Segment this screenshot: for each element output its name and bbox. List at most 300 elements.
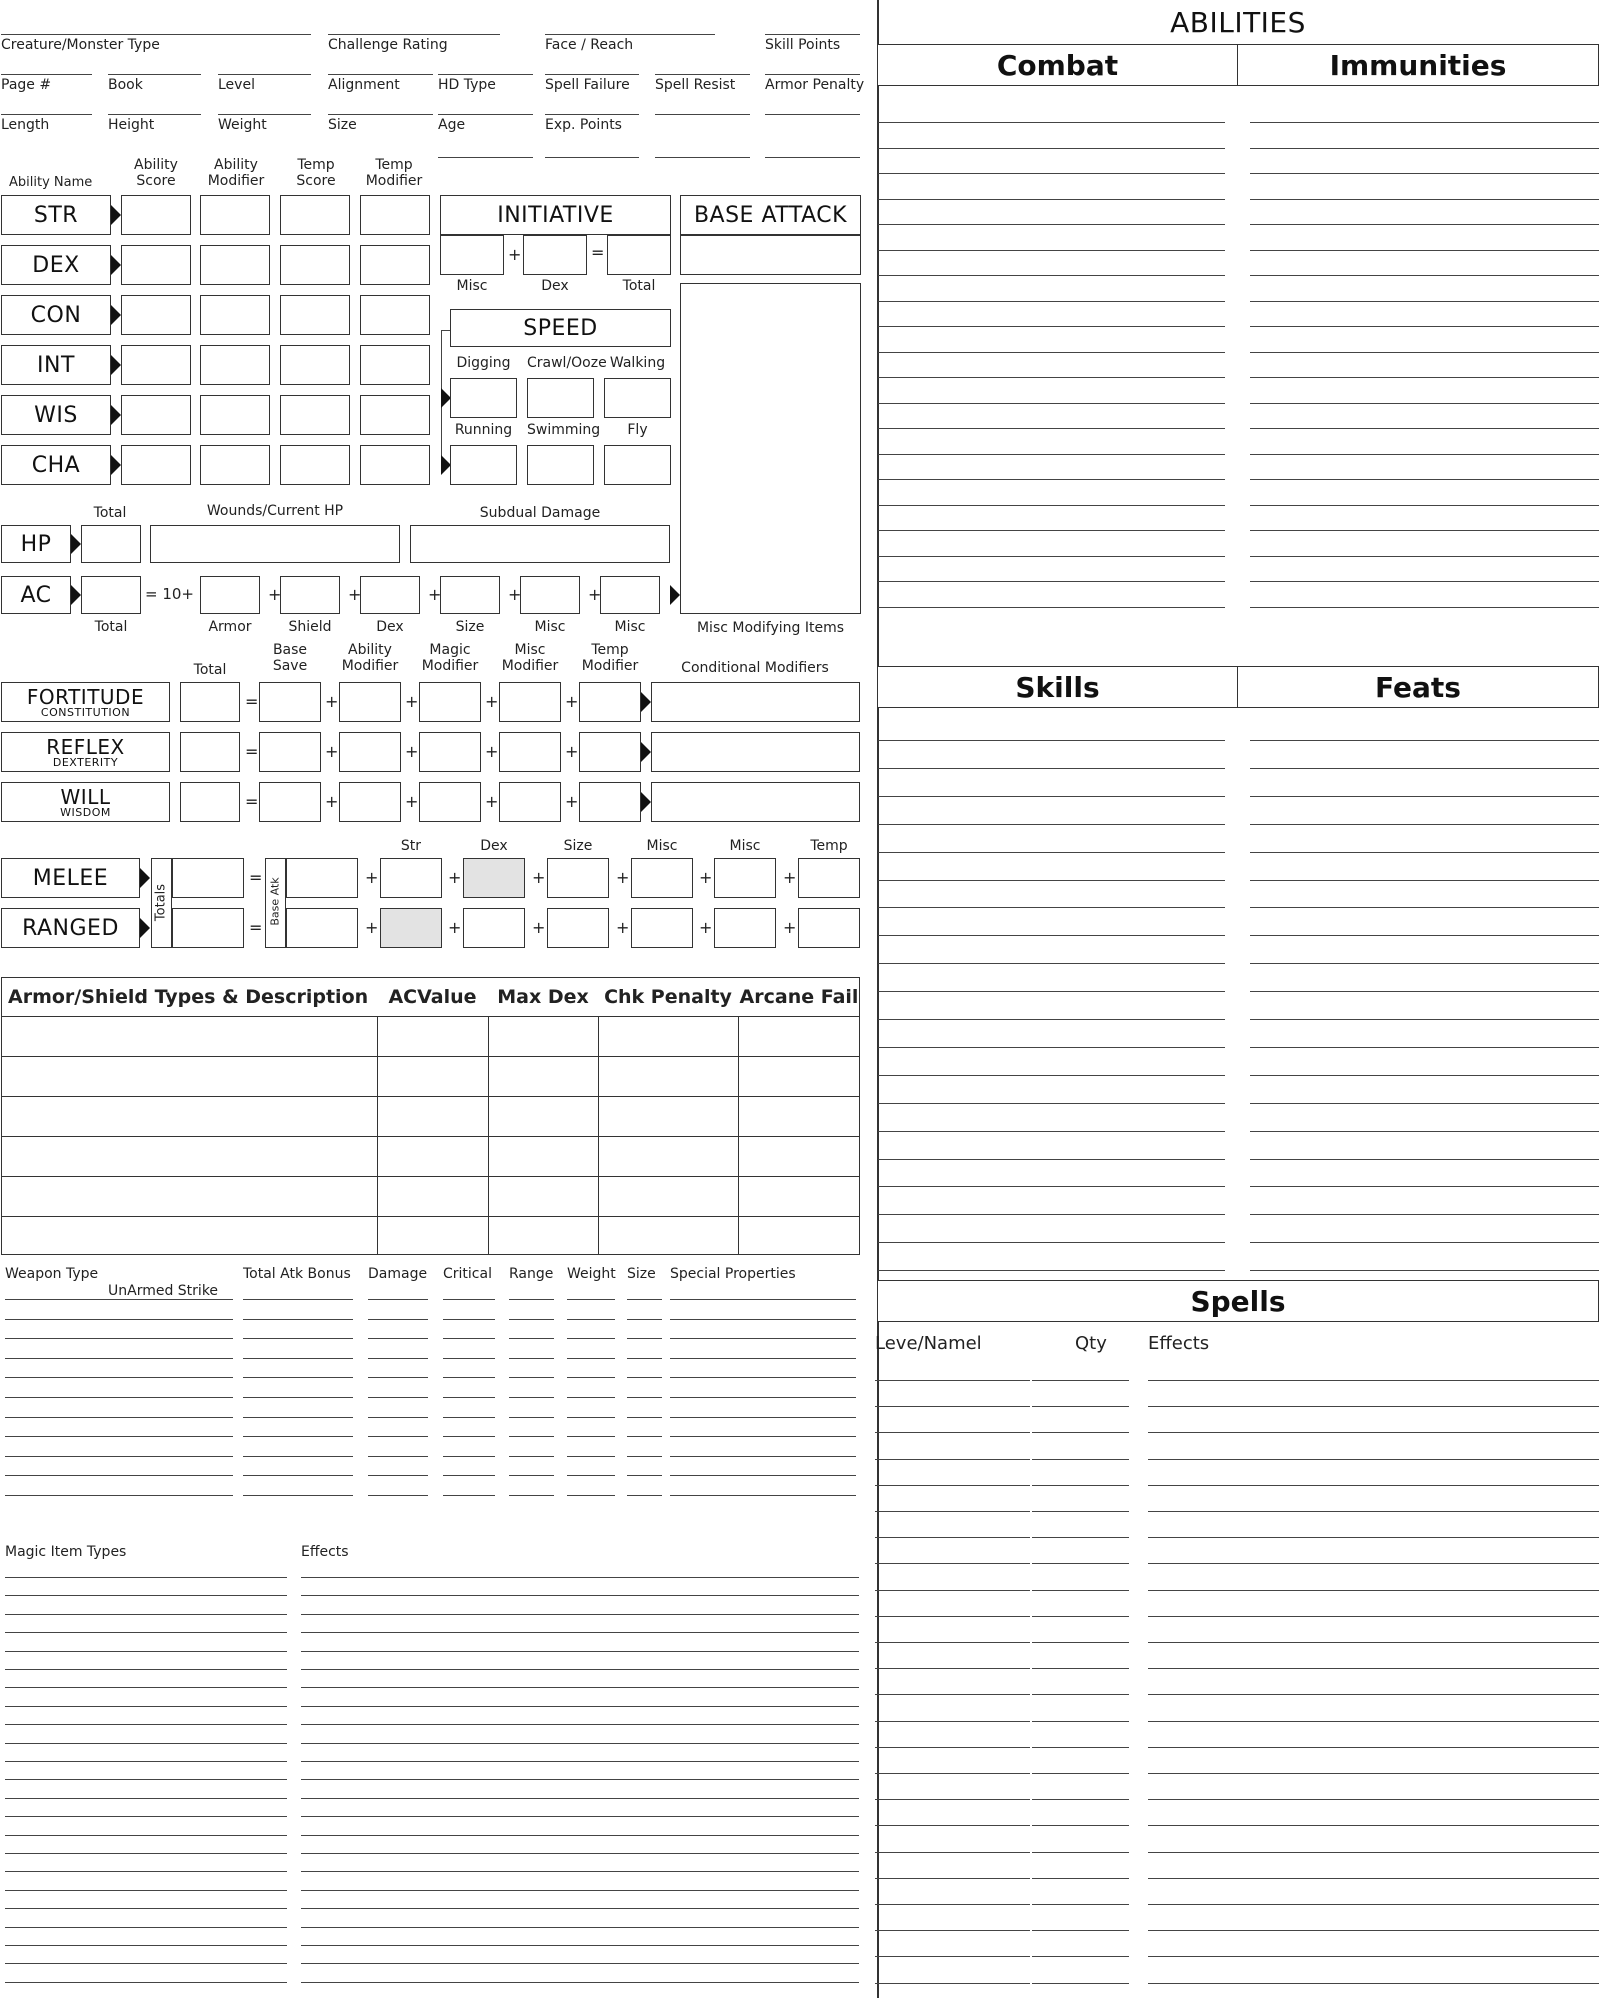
weapon-line[interactable] (368, 1436, 428, 1437)
ac-part-box[interactable] (520, 576, 580, 614)
spell-name-line[interactable] (875, 1380, 1030, 1381)
spell-effects-line[interactable] (1148, 1642, 1599, 1643)
spell-qty-line[interactable] (1032, 1459, 1129, 1460)
magic-item-line[interactable] (5, 1614, 287, 1615)
magic-item-line[interactable] (5, 1651, 287, 1652)
weapon-line[interactable] (509, 1397, 554, 1398)
temp-score-box[interactable] (280, 295, 350, 335)
ranged-total-box[interactable] (172, 908, 244, 948)
weapon-line[interactable] (368, 1417, 428, 1418)
weapon-line[interactable] (627, 1377, 662, 1378)
magic-effect-line[interactable] (301, 1908, 859, 1909)
weapon-line[interactable] (368, 1456, 428, 1457)
header-field-line[interactable] (1, 114, 92, 115)
weapon-line[interactable] (670, 1358, 856, 1359)
magic-effect-line[interactable] (301, 1724, 859, 1725)
feat-line[interactable] (1250, 1075, 1599, 1076)
spell-name-line[interactable] (875, 1590, 1030, 1591)
save-component-box[interactable] (499, 682, 561, 722)
speed-box[interactable] (450, 378, 517, 418)
weapon-line[interactable] (567, 1397, 615, 1398)
weapon-line[interactable] (567, 1417, 615, 1418)
melee-component-box[interactable] (547, 858, 609, 898)
immunities-line[interactable] (1250, 403, 1599, 404)
weapon-line[interactable] (567, 1495, 615, 1496)
feat-line[interactable] (1250, 1019, 1599, 1020)
header-field-line[interactable] (545, 114, 639, 115)
weapon-line[interactable] (368, 1495, 428, 1496)
immunities-line[interactable] (1250, 377, 1599, 378)
weapon-line[interactable] (5, 1475, 233, 1476)
weapon-line[interactable] (567, 1358, 615, 1359)
spell-qty-line[interactable] (1032, 1563, 1129, 1564)
weapon-line[interactable] (5, 1456, 233, 1457)
feat-line[interactable] (1250, 824, 1599, 825)
weapon-line[interactable] (627, 1495, 662, 1496)
weapon-line[interactable] (567, 1338, 615, 1339)
weapon-line[interactable] (509, 1495, 554, 1496)
magic-effect-line[interactable] (301, 1798, 859, 1799)
spell-name-line[interactable] (875, 1799, 1030, 1800)
save-conditional-box[interactable] (651, 682, 860, 722)
skill-line[interactable] (878, 852, 1225, 853)
weapon-line[interactable] (509, 1338, 554, 1339)
weapon-line[interactable] (5, 1338, 233, 1339)
immunities-line[interactable] (1250, 122, 1599, 123)
spell-effects-line[interactable] (1148, 1825, 1599, 1826)
spell-name-line[interactable] (875, 1694, 1030, 1695)
save-component-box[interactable] (419, 682, 481, 722)
spell-effects-line[interactable] (1148, 1380, 1599, 1381)
weapon-line[interactable] (509, 1436, 554, 1437)
magic-effect-line[interactable] (301, 1816, 859, 1817)
skill-line[interactable] (878, 963, 1225, 964)
combat-line[interactable] (878, 275, 1225, 276)
weapon-line[interactable] (5, 1397, 233, 1398)
weapon-line[interactable] (670, 1456, 856, 1457)
magic-item-line[interactable] (5, 1577, 287, 1578)
spell-effects-line[interactable] (1148, 1956, 1599, 1957)
weapon-line[interactable] (368, 1358, 428, 1359)
immunities-line[interactable] (1250, 505, 1599, 506)
header-field-line[interactable] (438, 74, 533, 75)
weapon-line[interactable] (5, 1377, 233, 1378)
weapon-line[interactable] (567, 1299, 615, 1300)
weapon-line[interactable] (567, 1377, 615, 1378)
spell-effects-line[interactable] (1148, 1852, 1599, 1853)
skill-line[interactable] (878, 740, 1225, 741)
skill-line[interactable] (878, 1242, 1225, 1243)
magic-effect-line[interactable] (301, 1595, 859, 1596)
ability-score-box[interactable] (121, 445, 191, 485)
magic-item-line[interactable] (5, 1798, 287, 1799)
save-component-box[interactable] (499, 782, 561, 822)
spell-qty-line[interactable] (1032, 1825, 1129, 1826)
header-field-line[interactable] (218, 114, 311, 115)
combat-line[interactable] (878, 403, 1225, 404)
melee-component-box[interactable] (380, 858, 442, 898)
feat-line[interactable] (1250, 1131, 1599, 1132)
feat-line[interactable] (1250, 1159, 1599, 1160)
skill-line[interactable] (878, 880, 1225, 881)
weapon-line[interactable] (243, 1436, 353, 1437)
save-total-box[interactable] (180, 782, 240, 822)
save-conditional-box[interactable] (651, 732, 860, 772)
weapon-line[interactable] (670, 1338, 856, 1339)
weapon-line[interactable] (243, 1338, 353, 1339)
ranged-component-box[interactable] (631, 908, 693, 948)
temp-score-box[interactable] (280, 195, 350, 235)
weapon-line[interactable] (243, 1456, 353, 1457)
skill-line[interactable] (878, 907, 1225, 908)
melee-total-box[interactable] (172, 858, 244, 898)
feat-line[interactable] (1250, 852, 1599, 853)
spell-effects-line[interactable] (1148, 1694, 1599, 1695)
weapon-line[interactable] (443, 1495, 495, 1496)
initiative-total-box[interactable] (607, 235, 671, 275)
spell-name-line[interactable] (875, 1563, 1030, 1564)
weapon-line[interactable] (243, 1319, 353, 1320)
feat-line[interactable] (1250, 768, 1599, 769)
header-field-line[interactable] (328, 114, 433, 115)
feat-line[interactable] (1250, 740, 1599, 741)
melee-component-box[interactable] (631, 858, 693, 898)
immunities-line[interactable] (1250, 326, 1599, 327)
spell-qty-line[interactable] (1032, 1930, 1129, 1931)
ranged-base-atk-box[interactable] (286, 908, 358, 948)
spell-name-line[interactable] (875, 1668, 1030, 1669)
magic-effect-line[interactable] (301, 1614, 859, 1615)
combat-line[interactable] (878, 173, 1225, 174)
spell-qty-line[interactable] (1032, 1432, 1129, 1433)
magic-item-line[interactable] (5, 1945, 287, 1946)
skill-line[interactable] (878, 768, 1225, 769)
save-total-box[interactable] (180, 682, 240, 722)
weapon-line[interactable] (443, 1299, 495, 1300)
feat-line[interactable] (1250, 963, 1599, 964)
weapon-line[interactable] (243, 1377, 353, 1378)
magic-effect-line[interactable] (301, 1761, 859, 1762)
magic-item-line[interactable] (5, 1890, 287, 1891)
magic-item-line[interactable] (5, 1595, 287, 1596)
feat-line[interactable] (1250, 1047, 1599, 1048)
combat-line[interactable] (878, 428, 1225, 429)
spell-qty-line[interactable] (1032, 1983, 1129, 1984)
combat-line[interactable] (878, 377, 1225, 378)
weapon-line[interactable] (627, 1456, 662, 1457)
immunities-line[interactable] (1250, 199, 1599, 200)
combat-line[interactable] (878, 505, 1225, 506)
combat-line[interactable] (878, 250, 1225, 251)
save-component-box[interactable] (259, 732, 321, 772)
temp-modifier-box[interactable] (360, 395, 430, 435)
initiative-misc-box[interactable] (440, 235, 504, 275)
weapon-line[interactable] (627, 1338, 662, 1339)
ability-modifier-box[interactable] (200, 395, 270, 435)
weapon-line[interactable] (5, 1417, 233, 1418)
weapon-line[interactable] (243, 1495, 353, 1496)
weapon-line[interactable] (443, 1436, 495, 1437)
header-field-line[interactable] (655, 114, 750, 115)
magic-item-line[interactable] (5, 1706, 287, 1707)
weapon-line[interactable] (368, 1475, 428, 1476)
combat-line[interactable] (878, 199, 1225, 200)
feat-line[interactable] (1250, 1242, 1599, 1243)
magic-item-line[interactable] (5, 1724, 287, 1725)
combat-line[interactable] (878, 454, 1225, 455)
magic-effect-line[interactable] (301, 1871, 859, 1872)
weapon-line[interactable] (509, 1358, 554, 1359)
weapon-line[interactable] (627, 1475, 662, 1476)
spell-name-line[interactable] (875, 1432, 1030, 1433)
spell-effects-line[interactable] (1148, 1590, 1599, 1591)
immunities-line[interactable] (1250, 581, 1599, 582)
spell-effects-line[interactable] (1148, 1406, 1599, 1407)
melee-component-box[interactable] (714, 858, 776, 898)
magic-item-line[interactable] (5, 1927, 287, 1928)
magic-effect-line[interactable] (301, 1632, 859, 1633)
spell-effects-line[interactable] (1148, 1563, 1599, 1564)
weapon-line[interactable] (509, 1417, 554, 1418)
magic-item-line[interactable] (5, 1982, 287, 1983)
weapon-line[interactable] (670, 1436, 856, 1437)
speed-box[interactable] (604, 445, 671, 485)
feat-line[interactable] (1250, 935, 1599, 936)
spell-qty-line[interactable] (1032, 1406, 1129, 1407)
ability-score-box[interactable] (121, 345, 191, 385)
ability-modifier-box[interactable] (200, 345, 270, 385)
temp-modifier-box[interactable] (360, 195, 430, 235)
spell-qty-line[interactable] (1032, 1537, 1129, 1538)
skill-line[interactable] (878, 796, 1225, 797)
ac-part-box[interactable] (200, 576, 260, 614)
spell-qty-line[interactable] (1032, 1380, 1129, 1381)
weapon-line[interactable] (5, 1299, 233, 1300)
weapon-line[interactable] (567, 1475, 615, 1476)
temp-score-box[interactable] (280, 395, 350, 435)
magic-effect-line[interactable] (301, 1743, 859, 1744)
weapon-line[interactable] (243, 1358, 353, 1359)
weapon-line[interactable] (443, 1377, 495, 1378)
combat-line[interactable] (878, 224, 1225, 225)
ability-score-box[interactable] (121, 395, 191, 435)
weapon-line[interactable] (627, 1319, 662, 1320)
ability-score-box[interactable] (121, 195, 191, 235)
base-attack-box[interactable] (680, 235, 861, 275)
ability-score-box[interactable] (121, 295, 191, 335)
initiative-dex-box[interactable] (523, 235, 587, 275)
spell-qty-line[interactable] (1032, 1878, 1129, 1879)
spell-effects-line[interactable] (1148, 1904, 1599, 1905)
spell-qty-line[interactable] (1032, 1773, 1129, 1774)
weapon-line[interactable] (443, 1397, 495, 1398)
weapon-line[interactable] (243, 1397, 353, 1398)
spell-effects-line[interactable] (1148, 1983, 1599, 1984)
weapon-line[interactable] (670, 1475, 856, 1476)
save-component-box[interactable] (259, 682, 321, 722)
save-component-box[interactable] (579, 782, 641, 822)
magic-effect-line[interactable] (301, 1982, 859, 1983)
spell-effects-line[interactable] (1148, 1485, 1599, 1486)
header-field-line[interactable] (328, 34, 500, 35)
feat-line[interactable] (1250, 796, 1599, 797)
magic-effect-line[interactable] (301, 1651, 859, 1652)
spell-name-line[interactable] (875, 1825, 1030, 1826)
skill-line[interactable] (878, 991, 1225, 992)
ac-part-box[interactable] (600, 576, 660, 614)
feat-line[interactable] (1250, 1103, 1599, 1104)
weapon-line[interactable] (5, 1319, 233, 1320)
weapon-line[interactable] (368, 1299, 428, 1300)
header-field-line[interactable] (328, 74, 433, 75)
spell-effects-line[interactable] (1148, 1773, 1599, 1774)
spell-name-line[interactable] (875, 1747, 1030, 1748)
combat-line[interactable] (878, 607, 1225, 608)
ac-part-box[interactable] (360, 576, 420, 614)
weapon-line[interactable] (670, 1397, 856, 1398)
weapon-line[interactable] (5, 1358, 233, 1359)
immunities-line[interactable] (1250, 530, 1599, 531)
spell-qty-line[interactable] (1032, 1694, 1129, 1695)
ability-modifier-box[interactable] (200, 245, 270, 285)
combat-line[interactable] (878, 326, 1225, 327)
weapon-line[interactable] (5, 1495, 233, 1496)
weapon-line[interactable] (443, 1338, 495, 1339)
immunities-line[interactable] (1250, 224, 1599, 225)
header-field-line[interactable] (655, 74, 750, 75)
skill-line[interactable] (878, 1270, 1225, 1271)
immunities-line[interactable] (1250, 454, 1599, 455)
spell-effects-line[interactable] (1148, 1459, 1599, 1460)
spell-effects-line[interactable] (1148, 1721, 1599, 1722)
weapon-line[interactable] (567, 1456, 615, 1457)
magic-effect-line[interactable] (301, 1963, 859, 1964)
header-field-line[interactable] (545, 34, 715, 35)
weapon-line[interactable] (627, 1299, 662, 1300)
weapon-line[interactable] (627, 1436, 662, 1437)
spell-qty-line[interactable] (1032, 1668, 1129, 1669)
spell-name-line[interactable] (875, 1616, 1030, 1617)
spell-qty-line[interactable] (1032, 1747, 1129, 1748)
spell-effects-line[interactable] (1148, 1668, 1599, 1669)
weapon-line[interactable] (368, 1338, 428, 1339)
immunities-line[interactable] (1250, 275, 1599, 276)
immunities-line[interactable] (1250, 428, 1599, 429)
magic-item-line[interactable] (5, 1743, 287, 1744)
ranged-component-box[interactable] (714, 908, 776, 948)
spell-name-line[interactable] (875, 1930, 1030, 1931)
weapon-line[interactable] (567, 1319, 615, 1320)
header-field-line[interactable] (765, 114, 860, 115)
spell-effects-line[interactable] (1148, 1799, 1599, 1800)
magic-effect-line[interactable] (301, 1835, 859, 1836)
save-component-box[interactable] (419, 732, 481, 772)
weapon-line[interactable] (443, 1456, 495, 1457)
magic-effect-line[interactable] (301, 1577, 859, 1578)
temp-score-box[interactable] (280, 245, 350, 285)
magic-effect-line[interactable] (301, 1779, 859, 1780)
magic-effect-line[interactable] (301, 1890, 859, 1891)
immunities-line[interactable] (1250, 556, 1599, 557)
feat-line[interactable] (1250, 880, 1599, 881)
spell-name-line[interactable] (875, 1904, 1030, 1905)
spell-qty-line[interactable] (1032, 1511, 1129, 1512)
magic-effect-line[interactable] (301, 1687, 859, 1688)
ranged-component-box[interactable] (380, 908, 442, 948)
combat-line[interactable] (878, 148, 1225, 149)
header-field-line[interactable] (545, 157, 639, 158)
header-field-line[interactable] (438, 114, 533, 115)
immunities-line[interactable] (1250, 352, 1599, 353)
save-total-box[interactable] (180, 732, 240, 772)
ranged-component-box[interactable] (463, 908, 525, 948)
weapon-line[interactable] (670, 1319, 856, 1320)
header-field-line[interactable] (1, 34, 311, 35)
spell-name-line[interactable] (875, 1485, 1030, 1486)
temp-score-box[interactable] (280, 445, 350, 485)
combat-line[interactable] (878, 556, 1225, 557)
ability-score-box[interactable] (121, 245, 191, 285)
combat-line[interactable] (878, 301, 1225, 302)
combat-line[interactable] (878, 352, 1225, 353)
weapon-line[interactable] (443, 1358, 495, 1359)
weapon-line[interactable] (5, 1436, 233, 1437)
save-component-box[interactable] (339, 732, 401, 772)
header-field-line[interactable] (655, 157, 750, 158)
spell-name-line[interactable] (875, 1852, 1030, 1853)
spell-qty-line[interactable] (1032, 1721, 1129, 1722)
immunities-line[interactable] (1250, 148, 1599, 149)
weapon-line[interactable] (509, 1319, 554, 1320)
spell-name-line[interactable] (875, 1878, 1030, 1879)
weapon-line[interactable] (243, 1299, 353, 1300)
magic-effect-line[interactable] (301, 1669, 859, 1670)
save-component-box[interactable] (259, 782, 321, 822)
weapon-line[interactable] (368, 1319, 428, 1320)
magic-item-line[interactable] (5, 1835, 287, 1836)
weapon-line[interactable] (243, 1417, 353, 1418)
ability-modifier-box[interactable] (200, 195, 270, 235)
weapon-line[interactable] (627, 1397, 662, 1398)
weapon-line[interactable] (443, 1475, 495, 1476)
magic-effect-line[interactable] (301, 1927, 859, 1928)
header-field-line[interactable] (765, 157, 860, 158)
header-field-line[interactable] (108, 114, 201, 115)
feat-line[interactable] (1250, 1186, 1599, 1187)
skill-line[interactable] (878, 1047, 1225, 1048)
header-field-line[interactable] (438, 157, 533, 158)
spell-qty-line[interactable] (1032, 1799, 1129, 1800)
skill-line[interactable] (878, 1019, 1225, 1020)
save-component-box[interactable] (339, 682, 401, 722)
weapon-line[interactable] (443, 1417, 495, 1418)
spell-effects-line[interactable] (1148, 1747, 1599, 1748)
immunities-line[interactable] (1250, 607, 1599, 608)
ac-part-box[interactable] (280, 576, 340, 614)
skill-line[interactable] (878, 1075, 1225, 1076)
immunities-line[interactable] (1250, 173, 1599, 174)
weapon-line[interactable] (443, 1319, 495, 1320)
melee-component-box[interactable] (463, 858, 525, 898)
spell-qty-line[interactable] (1032, 1852, 1129, 1853)
temp-modifier-box[interactable] (360, 345, 430, 385)
weapon-line[interactable] (368, 1377, 428, 1378)
feat-line[interactable] (1250, 991, 1599, 992)
spell-effects-line[interactable] (1148, 1878, 1599, 1879)
weapon-line[interactable] (243, 1475, 353, 1476)
spell-qty-line[interactable] (1032, 1904, 1129, 1905)
spell-effects-line[interactable] (1148, 1511, 1599, 1512)
